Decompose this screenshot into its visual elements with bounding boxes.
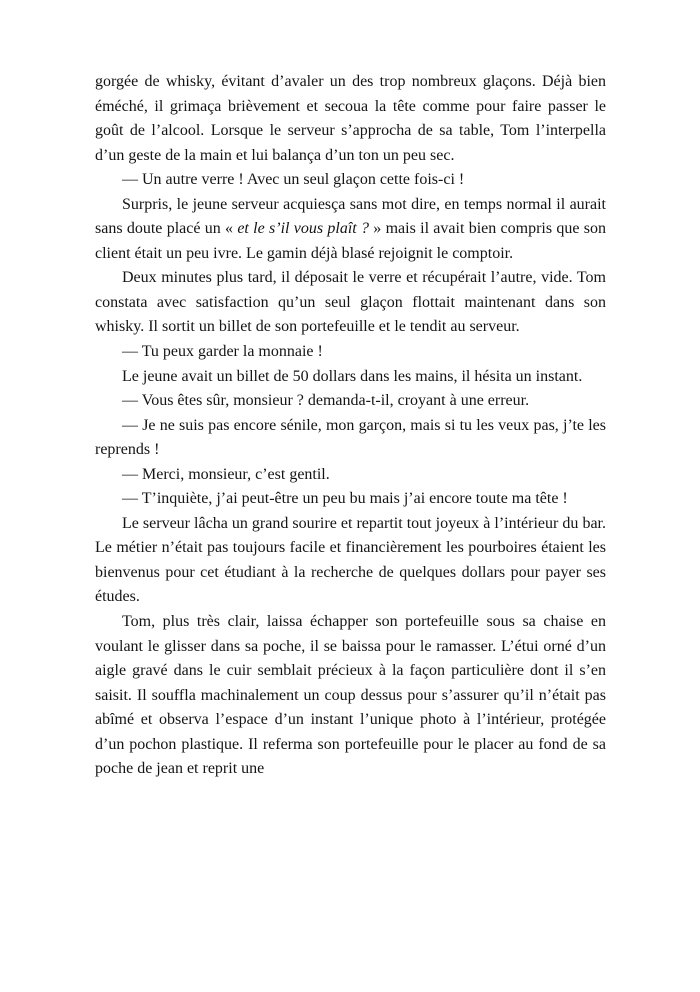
text-segment: — T’inquiète, j’ai peut-être un peu bu mais j’ai encore toute ma tête ! bbox=[122, 490, 568, 508]
text-segment: — Je ne suis pas encore sénile, mon garçon, mais si tu les veux pas, j’te les reprends ! bbox=[95, 416, 606, 459]
paragraph bbox=[95, 487, 606, 512]
text-segment: » mais il avait bien compris que son client était un peu ivre. Le gamin déjà blasé rejoignit le comptoir. bbox=[95, 220, 607, 262]
page-text bbox=[95, 70, 606, 782]
paragraph bbox=[95, 389, 606, 414]
text-segment: gorgée de whisky, évitant d’avaler un des trop nombreux glaçons. Déjà bien éméché, il grimaça brièvement et secoua la tête comme pour faire passer le goût de l’alcool. Lorsque le serveur s’approcha de sa table, Tom l’interpella d’un geste de la main et lui balança d’un ton un peu sec. bbox=[95, 73, 606, 164]
text-segment: — Merci, monsieur, c’est gentil. bbox=[122, 465, 330, 483]
text-segment: Tom, plus très clair, laissa échapper son portefeuille sous sa chaise en voulant le glisser dans sa poche, il se baissa pour le ramasser. L’étui orné d’un aigle gravé dans le cuir semblait précieux à la façon particulière dont il s’en saisit. Il souffla machinalement un coup dessus pour s’assurer qu’il n’était pas abîmé et observa l’espace d’un instant l’unique photo à l’intérieur, protégée d’un pochon plastique. Il referma son portefeuille pour le placer au fond de sa poche de jean et reprit une bbox=[95, 613, 606, 778]
paragraph bbox=[95, 340, 606, 365]
paragraph bbox=[95, 266, 606, 340]
paragraph bbox=[95, 70, 606, 168]
text-segment: Surpris, le jeune serveur acquiesça sans mot dire, en temps normal il aurait sans doute placé un « bbox=[95, 195, 606, 238]
text-segment: — Tu peux garder la monnaie ! bbox=[122, 343, 323, 361]
text-segment: Deux minutes plus tard, il déposait le verre et récupérait l’autre, vide. Tom constata avec satisfaction qu’un seul glaçon flottait maintenant dans son whisky. Il sortit un billet de son portefeuille et le tendit au serveur. bbox=[95, 269, 606, 336]
book-page bbox=[95, 70, 606, 782]
text-segment: Le serveur lâcha un grand sourire et repartit tout joyeux à l’intérieur du bar. Le métier n’était pas toujours facile et financièrement les pourboires étaient les bienvenus pour cet étudiant à la recherche de quelques dollars pour payer ses études. bbox=[95, 514, 606, 606]
text-segment: — Un autre verre ! Avec un seul glaçon cette fois-ci ! bbox=[122, 171, 465, 189]
paragraph bbox=[95, 193, 606, 267]
text-segment: Le jeune avait un billet de 50 dollars dans les mains, il hésita un instant. bbox=[122, 367, 583, 385]
paragraph bbox=[95, 365, 606, 390]
italic-text: et le s’il vous plaît ? bbox=[237, 220, 370, 238]
paragraph bbox=[95, 414, 606, 463]
paragraph bbox=[95, 168, 606, 193]
paragraph bbox=[95, 463, 606, 488]
paragraph bbox=[95, 610, 606, 782]
text-segment: — Vous êtes sûr, monsieur ? demanda-t-il, croyant à une erreur. bbox=[122, 392, 530, 410]
paragraph bbox=[95, 512, 606, 610]
